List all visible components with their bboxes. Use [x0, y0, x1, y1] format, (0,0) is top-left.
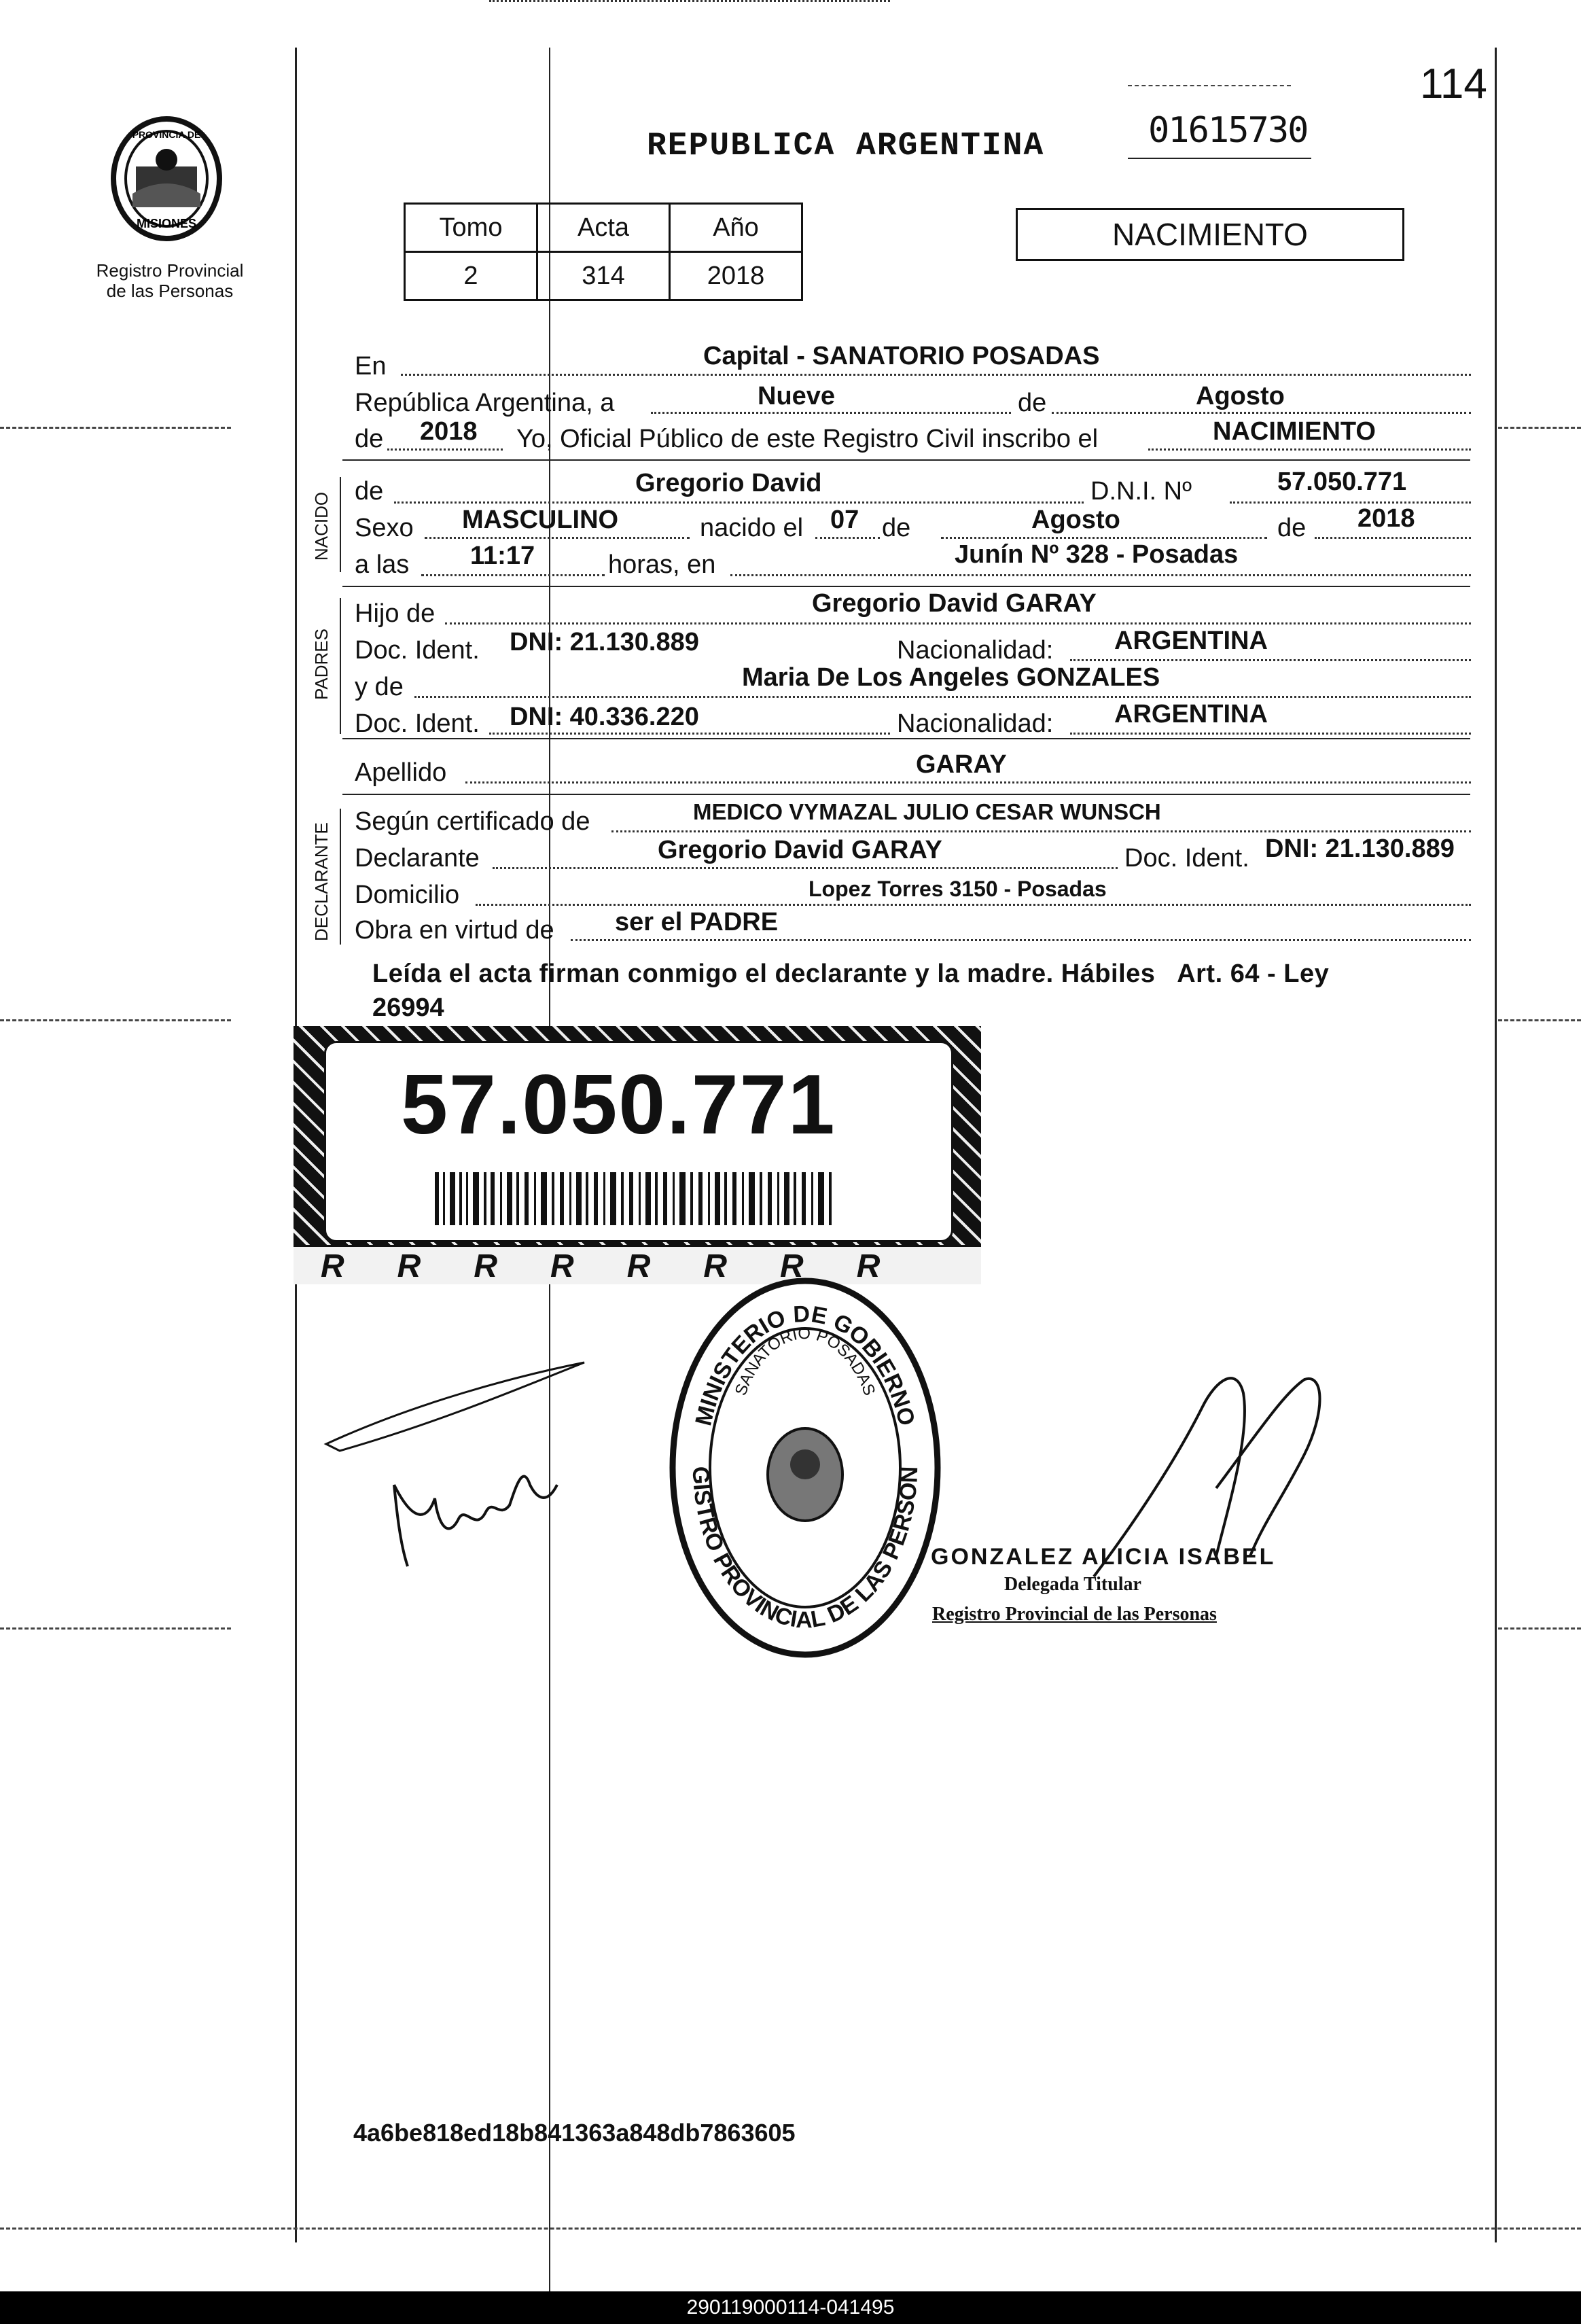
padres-doc-label2: Doc. Ident.	[355, 709, 480, 738]
nacido-sexo-label: Sexo	[355, 514, 414, 542]
padres-mother: Maria De Los Angeles GONZALES	[742, 663, 1160, 692]
pattern-letter: R	[397, 1248, 474, 1284]
record-value-ano: 2018	[670, 252, 802, 300]
dotted-line	[1315, 537, 1471, 539]
serial-underline	[1128, 158, 1311, 159]
pattern-letter: R	[550, 1248, 627, 1284]
pattern-letter: R	[856, 1248, 934, 1284]
registry-label-line2: de las Personas	[106, 281, 234, 301]
official-stamp	[662, 1271, 948, 1665]
padres-yde-label: y de	[355, 673, 404, 701]
record-value-tomo: 2	[405, 252, 537, 300]
dotted-line	[489, 733, 890, 735]
province-seal	[102, 112, 231, 248]
intro-en-label: En	[355, 352, 387, 381]
section-label-declarante: DECLARANTE	[311, 822, 332, 941]
declarante-obra: ser el PADRE	[615, 908, 779, 936]
fold-mark	[0, 427, 231, 429]
footer-barcode-text: 290119000114-041495	[686, 2296, 895, 2319]
dotted-line	[815, 537, 880, 539]
dotted-line	[425, 537, 690, 539]
pattern-letter: R	[321, 1248, 397, 1284]
closing-line2: 26994	[372, 993, 444, 1022]
dotted-line	[414, 696, 1471, 698]
apellido-label: Apellido	[355, 758, 447, 787]
nacido-name: Gregorio David	[635, 469, 822, 497]
pattern-letter: R	[474, 1248, 551, 1284]
fold-mark	[0, 1019, 231, 1021]
padres-father-doc: DNI: 21.130.889	[510, 628, 699, 656]
svg-text:REGISTRO PROVINCIAL DE LAS PER: GISTRO PROVINCIAL DE LAS PERSON	[687, 1466, 923, 1634]
dotted-line	[401, 374, 1471, 376]
dotted-line	[445, 622, 1471, 624]
dotted-line	[941, 537, 1267, 539]
nacido-time: 11:17	[470, 542, 535, 570]
dotted-line	[1148, 448, 1471, 451]
declarante-domicilio-label: Domicilio	[355, 881, 460, 909]
official-name: GONZALEZ ALICIA ISABEL	[931, 1544, 1276, 1570]
dotted-line	[730, 574, 1471, 576]
dotted-line	[493, 867, 1118, 869]
pattern-letter: R	[626, 1248, 704, 1284]
intro-de-label: de	[1018, 389, 1047, 417]
nacido-horas-label: horas, en	[608, 550, 716, 579]
document-type-box	[1016, 208, 1404, 261]
section-label-padres: PADRES	[311, 629, 332, 700]
document-hash: 4a6be818ed18b841363a848db7863605	[353, 2119, 796, 2147]
svg-text:MINISTERIO DE GOBIERNO: MINISTERIO DE GOBIERNO	[690, 1301, 920, 1428]
fold-mark	[1498, 1627, 1581, 1630]
record-value-acta: 314	[537, 252, 670, 300]
dotted-line	[387, 448, 503, 451]
dotted-line	[1052, 412, 1471, 414]
declarante-segun-label: Según certificado de	[355, 807, 590, 836]
declarante-doc: DNI: 21.130.889	[1265, 834, 1455, 863]
declarante-obra-label: Obra en virtud de	[355, 916, 554, 945]
official-office: Registro Provincial de las Personas	[932, 1604, 1217, 1625]
declarante-certificate: MEDICO VYMAZAL JULIO CESAR WUNSCH	[693, 799, 1161, 824]
sticker-white-panel	[324, 1041, 953, 1242]
padres-mother-nat: ARGENTINA	[1114, 700, 1268, 728]
record-table	[404, 203, 803, 301]
padres-nac-label: Nacionalidad:	[897, 636, 1054, 665]
apellido-value: GARAY	[916, 750, 1007, 779]
svg-text:MISIONES: MISIONES	[136, 217, 197, 230]
nacido-day: 07	[830, 506, 859, 534]
section-divider	[342, 586, 1470, 587]
section-bracket	[340, 809, 341, 945]
padres-doc-label: Doc. Ident.	[355, 636, 480, 665]
section-bracket	[340, 477, 341, 572]
nacido-sexo: MASCULINO	[462, 506, 619, 534]
section-bracket	[340, 598, 341, 734]
pattern-letter: R	[780, 1248, 857, 1284]
intro-year: 2018	[420, 417, 478, 446]
serial-number: 01615730	[1148, 110, 1308, 151]
country-title: REPUBLICA ARGENTINA	[647, 128, 1045, 164]
declarant-signature	[313, 1349, 598, 1594]
intro-republica-label: República Argentina, a	[355, 389, 615, 417]
registry-label-line1: Registro Provincial	[96, 260, 244, 281]
dotted-line	[421, 574, 605, 576]
page-number: 114	[1420, 60, 1487, 107]
closing-line1: Leída el acta firman conmigo el declarante y la madre. Hábiles Art. 64 - Ley	[372, 959, 1330, 988]
padres-father: Gregorio David GARAY	[812, 589, 1097, 618]
dotted-line	[651, 412, 1011, 414]
nacido-month: Agosto	[1031, 506, 1120, 534]
nacido-dni: 57.050.771	[1277, 468, 1407, 496]
nacido-de-label2: de	[882, 514, 911, 542]
dotted-line	[571, 939, 1471, 941]
section-label-nacido: NACIDO	[311, 491, 332, 561]
dotted-line	[476, 904, 1471, 906]
intro-place: Capital - SANATORIO POSADAS	[703, 342, 1100, 370]
sticker-barcode	[435, 1172, 836, 1225]
dotted-line	[394, 501, 1084, 504]
record-header-ano: Año	[670, 204, 802, 252]
nacido-alas-label: a las	[355, 550, 410, 579]
right-margin-line	[1495, 48, 1497, 2242]
dotted-line	[1070, 659, 1471, 661]
declarante-name: Gregorio David GARAY	[658, 836, 942, 864]
dotted-line	[1070, 733, 1471, 735]
dotted-line	[1230, 501, 1471, 504]
section-divider	[342, 794, 1470, 795]
dotted-line	[611, 830, 1471, 832]
intro-official-text: Yo, Oficial Público de este Registro Civil inscribo el	[516, 425, 1099, 453]
intro-day: Nueve	[758, 382, 836, 410]
fold-mark	[1498, 1019, 1581, 1021]
pattern-letter: R	[703, 1248, 781, 1284]
official-title: Delegada Titular	[1004, 1574, 1141, 1595]
fold-mark	[1498, 427, 1581, 429]
record-header-tomo: Tomo	[405, 204, 537, 252]
nacido-nacido-label: nacido el	[700, 514, 804, 542]
document-type: NACIMIENTO	[1112, 217, 1308, 252]
intro-type: NACIMIENTO	[1213, 417, 1376, 446]
nacido-place: Junín Nº 328 - Posadas	[955, 540, 1239, 569]
nacido-year: 2018	[1357, 504, 1415, 533]
intro-month: Agosto	[1196, 382, 1285, 410]
padres-mother-doc: DNI: 40.336.220	[510, 703, 699, 731]
fold-mark	[0, 1627, 231, 1630]
nacido-dni-label: D.N.I. Nº	[1090, 477, 1192, 506]
section-divider	[342, 738, 1470, 739]
fold-mark	[0, 2228, 1581, 2230]
svg-text:SANATORIO POSADAS: SANATORIO POSADAS	[731, 1324, 879, 1398]
intro-de-label2: de	[355, 425, 384, 453]
dotted-line	[489, 0, 890, 2]
nacido-de-label3: de	[1277, 514, 1307, 542]
declarante-address: Lopez Torres 3150 - Posadas	[809, 877, 1107, 901]
svg-text:PROVINCIA DE: PROVINCIA DE	[132, 129, 201, 140]
padres-nac-label2: Nacionalidad:	[897, 709, 1054, 738]
nacido-de-label: de	[355, 477, 384, 506]
footer-bar	[0, 2291, 1581, 2324]
padres-hijo-label: Hijo de	[355, 599, 436, 628]
padres-father-nat: ARGENTINA	[1114, 627, 1268, 655]
serial-top-dashes	[1128, 85, 1291, 86]
sticker-dni-number: 57.050.771	[401, 1058, 836, 1152]
declarante-doc-label: Doc. Ident.	[1124, 844, 1249, 873]
declarante-label: Declarante	[355, 844, 480, 873]
section-divider	[342, 459, 1470, 461]
record-header-acta: Acta	[537, 204, 670, 252]
dotted-line	[465, 781, 1471, 784]
registry-label	[61, 260, 279, 301]
dni-sticker	[294, 1026, 981, 1284]
